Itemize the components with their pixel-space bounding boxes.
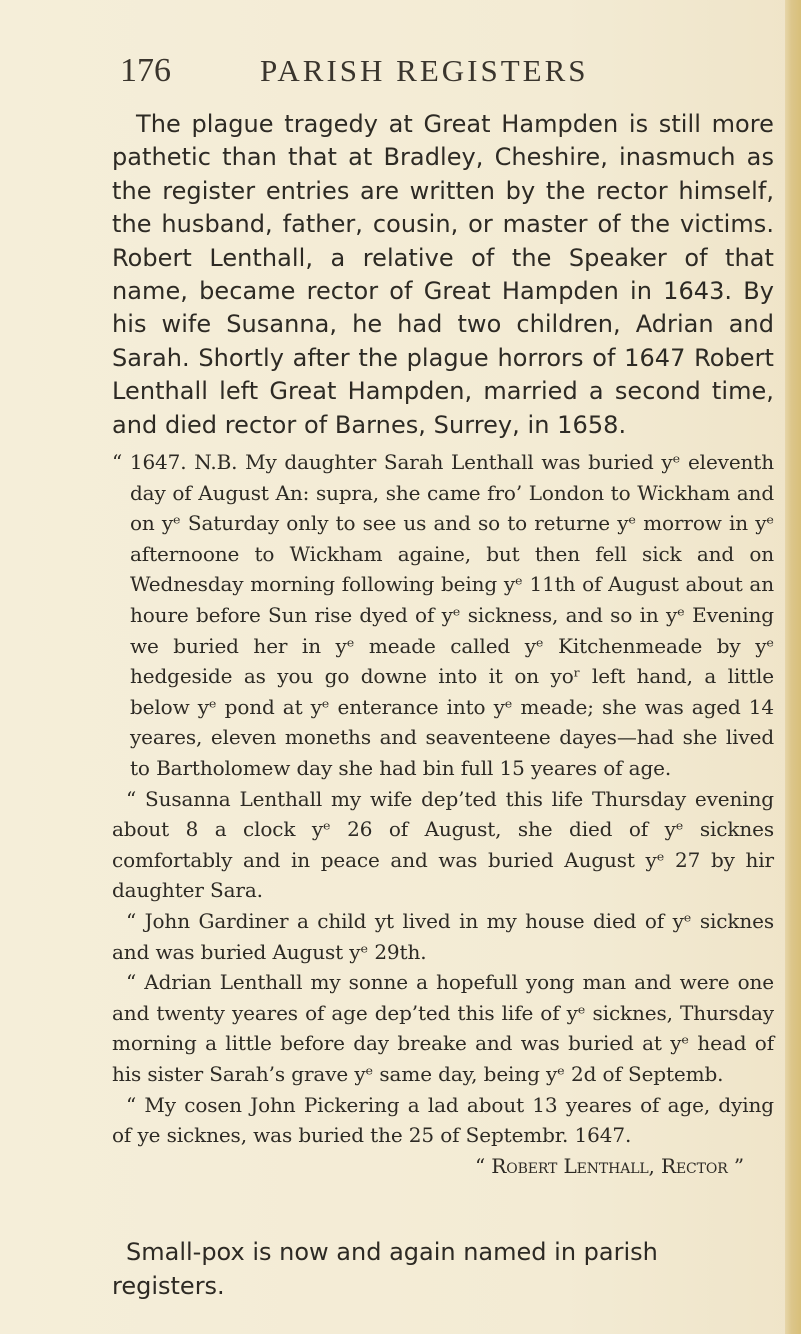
register-entry-john-gardiner: “ John Gardiner a child yt lived in my house died of yᵉ sicknes and was buried August yᵉ 29th. [112,908,774,964]
register-entry-john-pickering: “ My cosen John Pickering a lad about 13 yeares of age, dying of ye sicknes, was buried the 25 of Septembr. 1647. [112,1092,774,1148]
register-entries [112,447,774,1182]
main-text [112,108,774,1182]
page-header [120,48,760,94]
page-number: 176 [120,52,171,89]
lead-paragraph: The plague tragedy at Great Hampden is still more pathetic than that at Bradley, Cheshire, inasmuch as the register entries are written by the rector himself, the husband, father, cousin, or master of the victims. Robert Lenthall, a relative of the Speaker of that name, became rector of Great Hampden in 1643. By his wife Susanna, he had two children, Adrian and Sarah. Shortly after the plague horrors of 1647 Robert Lenthall left Great Hampden, married a second time, and died rector of Barnes, Surrey, in 1658. [112,110,774,439]
register-entry-susanna: “ Susanna Lenthall my wife dep’ted this life Thursday evening about 8 a clock yᵉ 26 of August, she died of yᵉ sicknes comfortably and in peace and was buried August yᵉ 27 by hir daughter Sara. [112,786,774,903]
running-title: PARISH REGISTERS [260,53,589,88]
register-signature: “ Robert Lenthall, Rector ” [474,1153,744,1178]
closing-paragraph: Small-pox is now and again named in parish registers. [112,1238,658,1300]
page-edge-gilding [785,0,801,1334]
register-entry-adrian: “ Adrian Lenthall my sonne a hopefull yong man and were one and twenty yeares of age dep’ted this life of yᵉ sicknes, Thursday morning a little before day breake and was buried at yᵉ head of his sister Sarah’s grave yᵉ same day, being yᵉ 2d of Septemb. [112,970,774,1086]
register-entry-sarah: “ 1647. N.B. My daughter Sarah Lenthall was buried yᵉ eleventh day of August An: supra, she came fro’ London to Wickham and on yᵉ Saturday only to see us and so to returne yᵉ morrow in yᵉ afternoone to Wickham againe, but then fell sick and on Wednesday morning following being yᵉ 11th of August about an houre before Sun rise dyed of yᵉ sickness, and so in yᵉ Evening we buried her in yᵉ meade called yᵉ Kitchenmeade by yᵉ hedgeside as you go downe into it on yoʳ left hand, a little below yᵉ pond at yᵉ enterance into yᵉ meade; she was aged 14 yeares, eleven moneths and seaventeene dayes—had she lived to Bartholomew day she had bin full 15 yeares of age. [112,450,774,780]
